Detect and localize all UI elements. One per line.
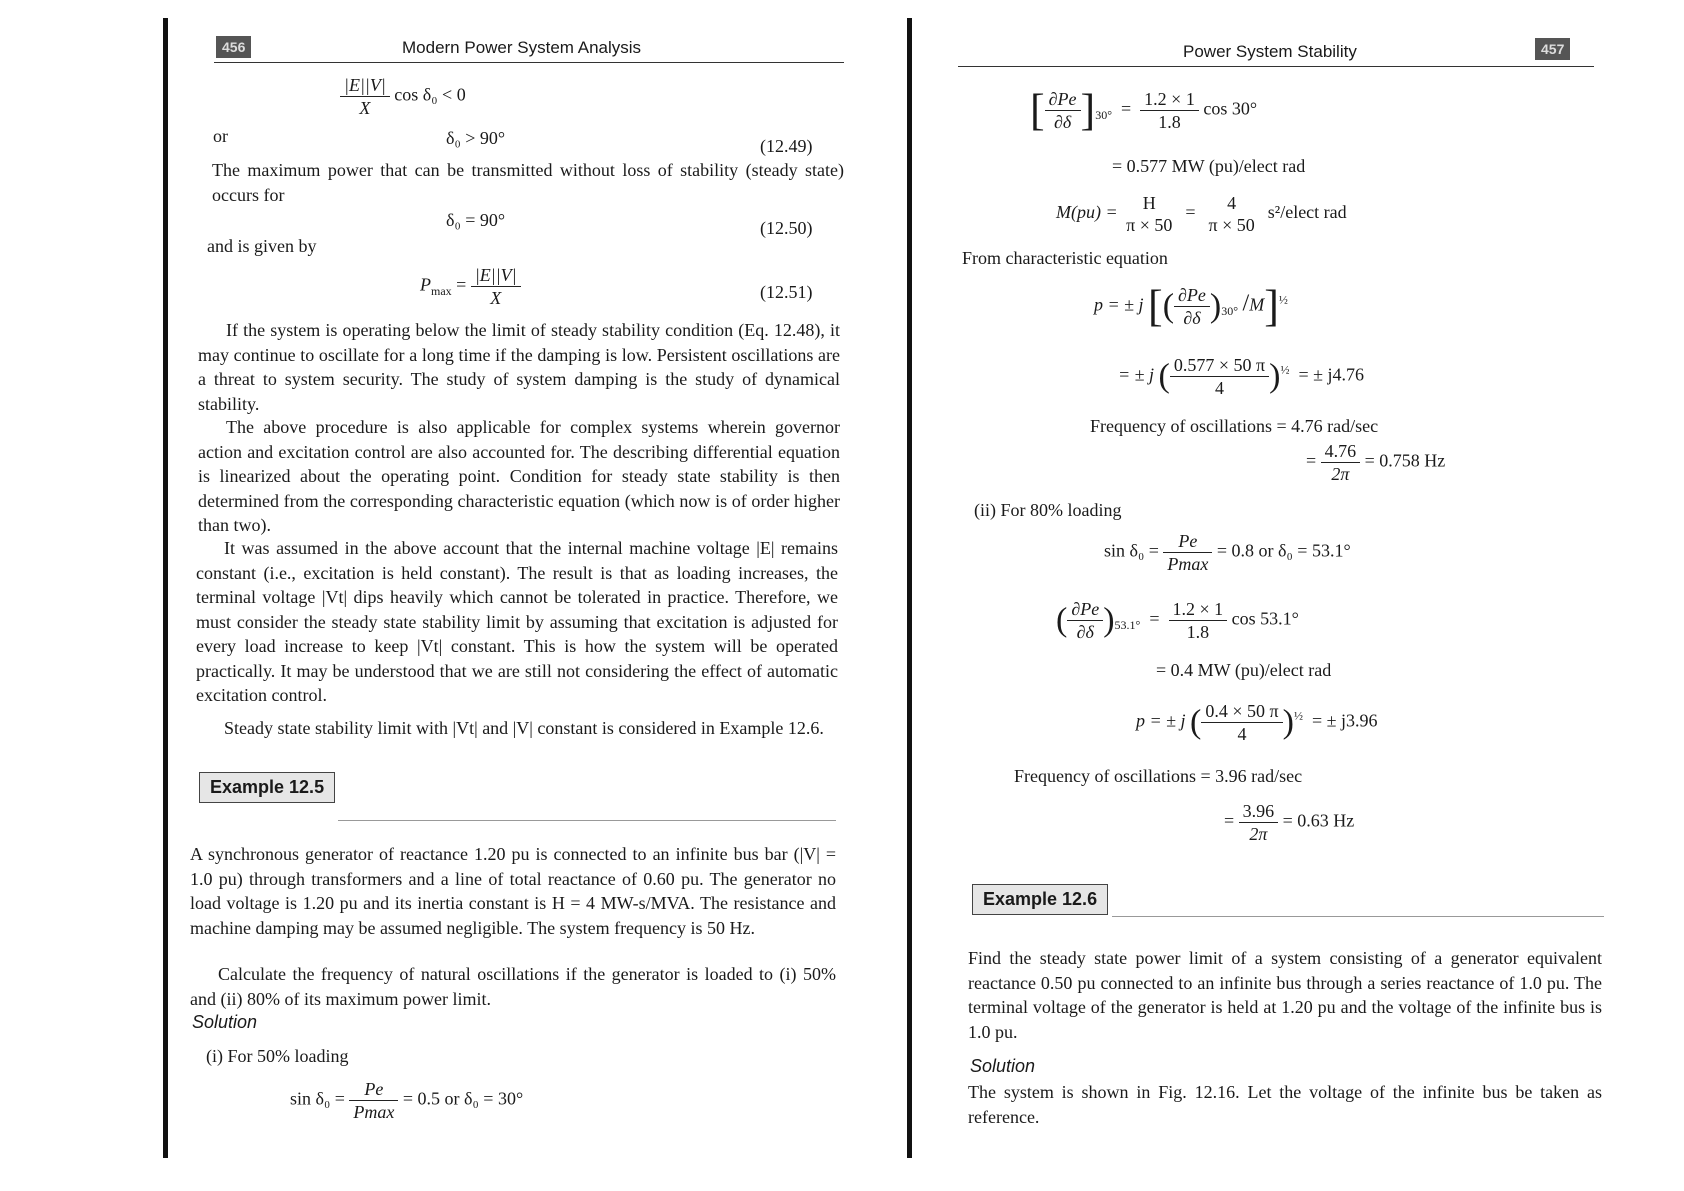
- equation-p-50: = ± j ( $\frac{0.577 \times 50 \pi}{4}$ )$^{\frac{1}{2}}$ = ± j4.76: [1118, 355, 1364, 398]
- equation-dpe-ddelta-53: ( $\frac{\partial Pe}{\partial\delta}$ )$_{53.1^\circ}$ = $\frac{1.2 \times 1}{1.8}$ cos 53.1°: [1056, 599, 1299, 642]
- frequency-4-76: Frequency of oscillations = 4.76 rad/sec: [1090, 416, 1379, 436]
- equation-p-80: p = ± j ( $\frac{0.4 \times 50 \pi}{4}$ )$^{\frac{1}{2}}$ = ± j3.96: [1136, 701, 1378, 744]
- equation-number-12-49: (12.49): [760, 136, 813, 156]
- left-running-header: Modern Power System Analysis: [402, 38, 642, 57]
- paragraph-max-power: The maximum power that can be transmitted without loss of stability (steady state) occurs for: [212, 160, 844, 205]
- equation-dpe-ddelta-30: [ $\frac{\partial Pe}{\partial\delta}$ ]$_{30^\circ}$ = $\frac{1.2 \times 1}{1.8}$ cos 30°: [1030, 85, 1258, 135]
- frequency-3-96: Frequency of oscillations = 3.96 rad/sec: [1014, 766, 1303, 786]
- left-page-number: 456: [216, 36, 251, 58]
- or-label: or: [213, 126, 228, 146]
- frequency-0-758-hz: = $\frac{4.76}{2\pi}$ = 0.758 Hz: [1306, 441, 1446, 484]
- equation-12-51: $P_{max}$ = $\frac{|E||V|}{X}$: [420, 264, 521, 309]
- equation-stability-condition: $\frac{|E||V|}{X}$ cos δ₀ < 0: [340, 74, 466, 119]
- solution-label-left: Solution: [192, 1012, 258, 1032]
- frequency-0-63-hz: = $\frac{3.96}{2\pi}$ = 0.63 Hz: [1224, 801, 1355, 844]
- characteristic-equation-label: From characteristic equation: [962, 248, 1168, 268]
- example-12-5-label: Example 12.5: [199, 772, 335, 803]
- paragraph-steady-state-limit: Steady state stability limit with |Vt| and |V| constant is considered in Example 12.6.: [224, 718, 824, 738]
- equation-number-12-50: (12.50): [760, 218, 813, 238]
- example-12-6-solution: The system is shown in Fig. 12.16. Let the voltage of the infinite bus be taken as reference.: [968, 1082, 1602, 1127]
- given-by-label: and is given by: [207, 236, 317, 256]
- right-binding-edge: [907, 18, 912, 1158]
- result-0-577-mw: = 0.577 MW (pu)/elect rad: [1112, 156, 1306, 176]
- equation-inertia-M: M(pu) = H π × 50 = 4 π × 50 s²/elect rad: [1056, 193, 1347, 235]
- equation-p-general: p = ± j [( $\frac{\partial Pe}{\partial\delta}$ )$_{30^\circ}$ /M]$^{\frac{1}{2}}$: [1094, 281, 1288, 331]
- example-12-6-rule: [1112, 916, 1604, 917]
- equation-sin-delta-50: sin δ₀ = $\frac{Pe}{Pmax}$ = 0.5 or δ₀ = 30°: [290, 1079, 524, 1122]
- equation-number-12-51: (12.51): [760, 282, 813, 302]
- example-12-5-question: Calculate the frequency of natural oscillations if the generator is loaded to (i) 50% and (ii) 80% of its maximum power limit.: [190, 964, 836, 1009]
- right-page-number: 457: [1535, 38, 1570, 60]
- right-running-header: Power System Stability: [1183, 42, 1357, 61]
- example-12-5-rule: [338, 820, 836, 821]
- solution-label-right: Solution: [970, 1056, 1036, 1076]
- example-12-6-label: Example 12.6: [972, 884, 1108, 915]
- paragraph-excitation: It was assumed in the above account that the internal machine voltage |E| remains constant (i.e., excitation is held constant). The result is that as loading increases, the terminal voltage |Vt| dips heavily which cannot be tolerated in practice. Therefore, we must consider the steady state stability limit by assuming that excitation is adjusted for every load increase to keep |Vt| constant. This is how the system will be operated practically. It may be understood that we are still not considering the effect of automatic excitation control.: [196, 538, 838, 705]
- left-binding-edge: [163, 18, 168, 1158]
- paragraph-oscillation: If the system is operating below the limit of steady stability condition (Eq. 12.48), it may continue to oscillate for a long time if the damping is low. Persistent oscillations are a threat to system security. The study of system damping is the study of dynamical stability.: [198, 320, 840, 414]
- case-80-percent: (ii) For 80% loading: [974, 500, 1122, 520]
- example-12-5-statement: A synchronous generator of reactance 1.20 pu is connected to an infinite bus bar (|V| = 1.0 pu) through transformers and a line of total reactance of 0.60 pu. The generator no load voltage is 1.20 pu and its inertia constant is H = 4 MW-s/MVA. The resistance and machine damping may be assumed negligible. The system frequency is 50 Hz.: [190, 844, 836, 938]
- equation-12-50: δ₀ = 90°: [446, 210, 506, 230]
- left-header-rule: [214, 62, 844, 63]
- paragraph-complex-systems: The above procedure is also applicable for complex systems wherein governor action and excitation control are also accounted for. The describing differential equation is linearized about the operating point. Condition for steady state stability is then determined from the corresponding characteristic equation (which now is of order higher than two).: [198, 417, 840, 535]
- example-12-6-statement: Find the steady state power limit of a system consisting of a generator equivalent reactance 0.50 pu connected to an infinite bus through a series reactance of 1.0 pu. The terminal voltage of the generator is held at 1.20 pu and the voltage of the infinite bus is 1.0 pu.: [968, 948, 1602, 1042]
- equation-12-49: δ₀ > 90°: [446, 128, 506, 148]
- result-0-4-mw: = 0.4 MW (pu)/elect rad: [1156, 660, 1332, 680]
- equation-sin-delta-80: sin δ₀ = $\frac{Pe}{Pmax}$ = 0.8 or δ₀ = 53.1°: [1104, 531, 1351, 574]
- case-50-percent: (i) For 50% loading: [206, 1046, 349, 1066]
- right-header-rule: [958, 66, 1594, 67]
